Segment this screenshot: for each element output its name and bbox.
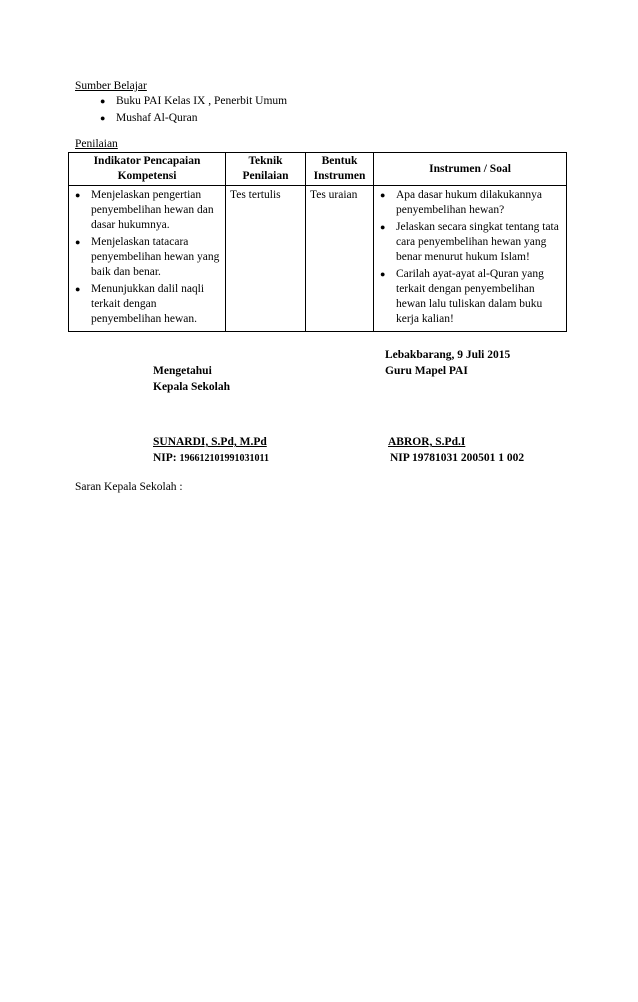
right-title: Guru Mapel PAI [385, 365, 468, 377]
list-item: ● Carilah ayat-ayat al-Quran yang terkait dengan penyembelihan hewan lalu tuliskan dalam buku kerja kalian! [380, 268, 544, 325]
indikator-cell [69, 186, 226, 332]
right-nip: NIP 19781031 200501 1 002 [390, 452, 525, 464]
bullet-icon: ● [75, 190, 81, 200]
list-item: ● Menunjukkan dalil naqli terkait dengan penyembelihan hewan. [75, 283, 205, 325]
bullet-icon: ● [100, 96, 106, 106]
bullet-icon: ● [380, 190, 386, 200]
penilaian-heading: Penilaian [75, 138, 118, 150]
bullet-icon: ● [75, 237, 81, 247]
nip-label: NIP: [153, 452, 177, 464]
nip-value: 196612101991031011 [179, 453, 269, 464]
bullet-icon: ● [380, 269, 386, 279]
column-header: Indikator Pencapaian Kompetensi [69, 153, 226, 186]
list-item: ● Menjelaskan tatacara penyembelihan hewan yang baik dan benar. [75, 236, 220, 278]
place-date: Lebakbarang, 9 Juli 2015 [385, 349, 511, 361]
column-header: Teknik Penilaian [226, 153, 306, 186]
sumber-belajar-heading: Sumber Belajar [75, 80, 147, 92]
list-item: ● Mushaf Al-Quran [100, 112, 198, 124]
left-title-2: Kepala Sekolah [153, 381, 231, 393]
left-signatory-name: SUNARDI, S.Pd, M.Pd [153, 436, 267, 448]
bullet-icon: ● [380, 222, 386, 232]
assessment-table [68, 152, 567, 332]
table-header-row [69, 153, 567, 186]
teknik-cell: Tes tertulis [226, 186, 306, 332]
list-item: ● Menjelaskan pengertian penyembelihan hewan dan dasar hukumnya. [75, 189, 214, 231]
soal-cell [374, 186, 567, 332]
saran-label: Saran Kepala Sekolah : [75, 481, 183, 493]
list-item: ● Buku PAI Kelas IX , Penerbit Umum [100, 95, 288, 107]
column-header: Instrumen / Soal [374, 153, 567, 186]
list-item: ● Jelaskan secara singkat tentang tata cara penyembelihan hewan yang benar menurut hukum Islam! [380, 221, 559, 263]
left-title-1: Mengetahui [153, 365, 212, 377]
right-signatory-name: ABROR, S.Pd.I [388, 436, 466, 448]
table-row [69, 186, 567, 332]
bullet-icon: ● [75, 284, 81, 294]
left-nip [153, 451, 269, 466]
list-item: ● Apa dasar hukum dilakukannya penyembelihan hewan? [380, 189, 542, 216]
sumber-belajar-list [98, 94, 287, 126]
bentuk-cell: Tes uraian [306, 186, 374, 332]
column-header: Bentuk Instrumen [306, 153, 374, 186]
bullet-icon: ● [100, 113, 106, 123]
